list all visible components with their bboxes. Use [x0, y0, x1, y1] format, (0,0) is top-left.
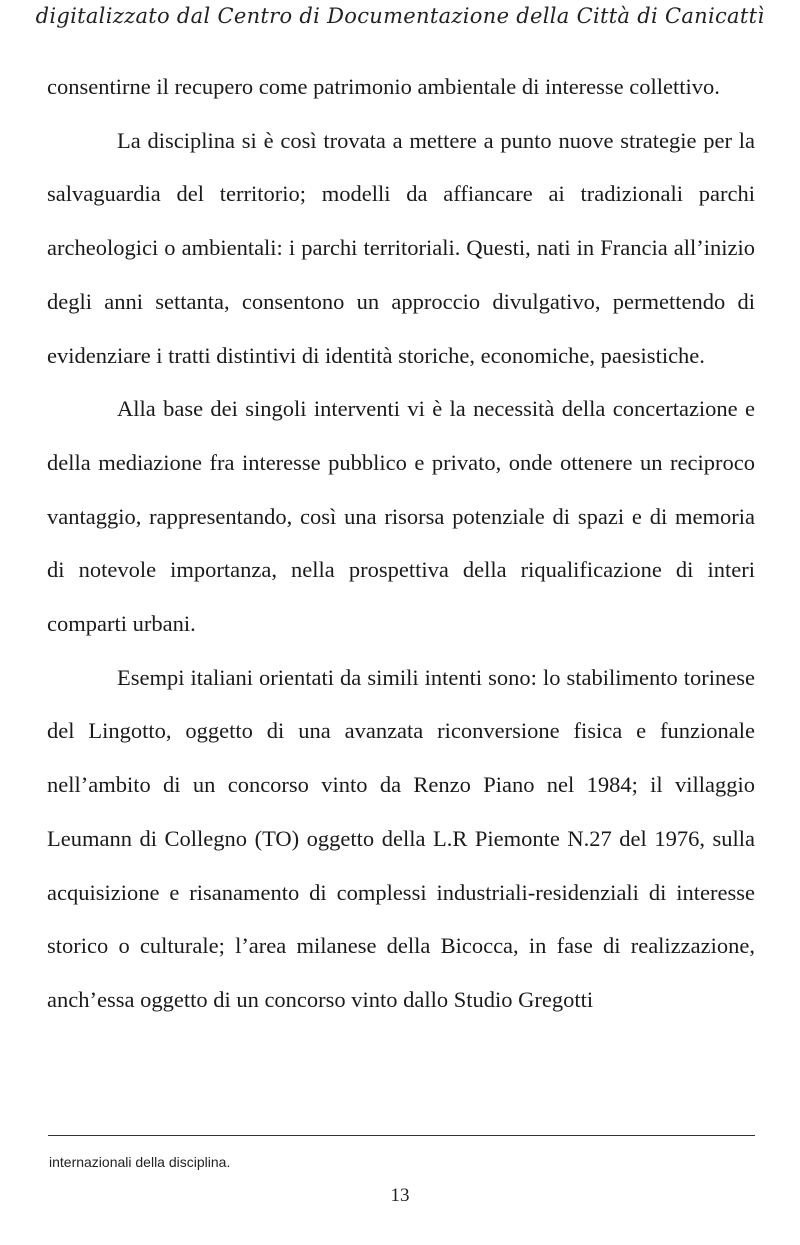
page-number: 13	[390, 1185, 410, 1206]
paragraph-3: Alla base dei singoli interventi vi è la necessità della concertazione e della mediazione fra interesse pubblico e privato, onde ottenere un reciproco vantaggio, rappresentando, così una risorsa potenziale di spazi e di memoria di notevole importanza, nella prospettiva della riqualificazione di interi comparti urbani.	[47, 396, 755, 637]
footnote-text: internazionali della disciplina.	[49, 1154, 231, 1170]
paragraph-1: consentirne il recupero come patrimonio ambientale di interesse collettivo.	[47, 74, 720, 99]
paragraph-4: Esempi italiani orientati da simili intenti sono: lo stabilimento torinese del Lingotto, oggetto di una avanzata riconversione fisica e funzionale nell’ambito di un concorso vinto da Renzo Piano nel 1984; il villaggio Leumann di Collegno (TO) oggetto della L.R Piemonte N.27 del 1976, sulla acquisizione e risanamento di complessi industriali-residenziali di interesse storico o culturale; l’area milanese della Bicocca, in fase di realizzazione, anch’essa oggetto di un concorso vinto dallo Studio Gregotti	[47, 664, 755, 1012]
paragraph-2: La disciplina si è così trovata a mettere a punto nuove strategie per la salvaguardia del territorio; modelli da affiancare ai tradizionali parchi archeologici o ambientali: i parchi territoriali. Questi, nati in Francia all’inizio degli anni settanta, consentono un approccio divulgativo, permettendo di evidenziare i tratti distintivi di identità storiche, economiche, paesistiche.	[47, 127, 755, 368]
footnote-divider	[48, 1135, 755, 1136]
body-text	[47, 60, 755, 1027]
digitization-watermark: digitalizzato dal Centro di Documentazione della Città di Canicattì	[35, 4, 765, 28]
